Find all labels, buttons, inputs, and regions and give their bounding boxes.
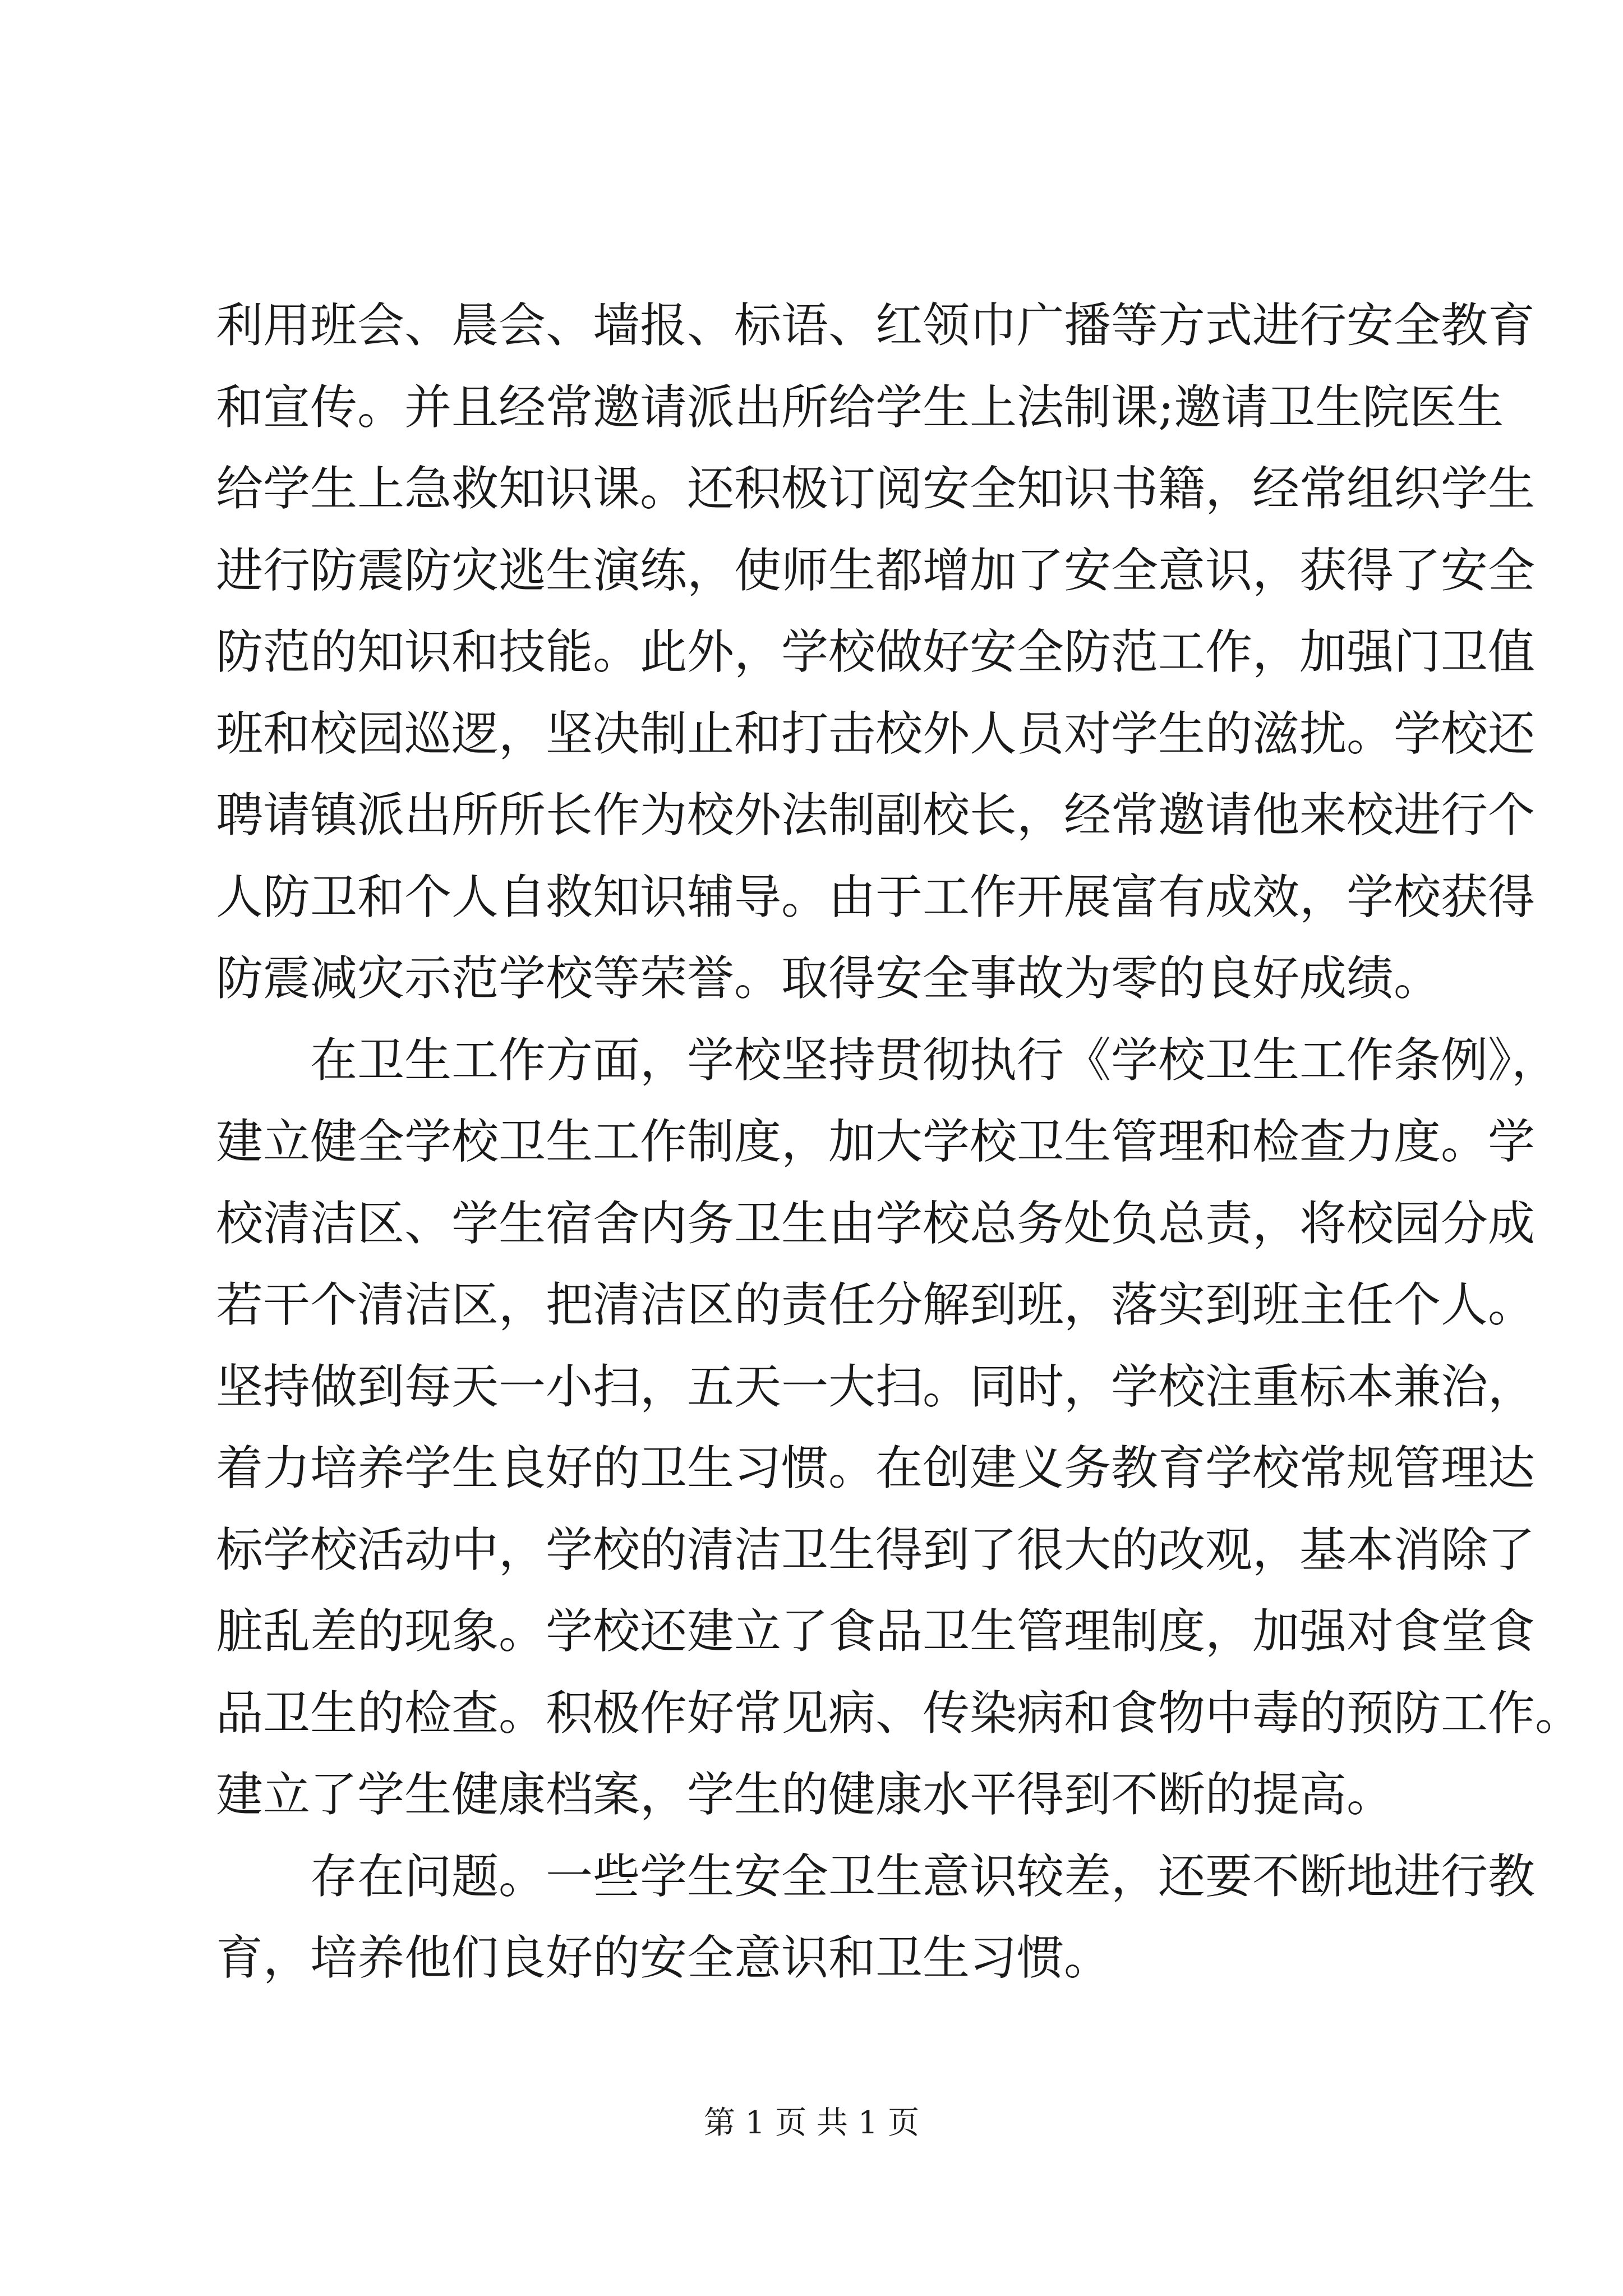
text-line: 利用班会、晨会、墙报、标语、红领巾广播等方式进行安全教育 (216, 298, 1536, 353)
text-line: 着力培养学生良好的卫生习惯。在创建义务教育学校常规管理达 (216, 1441, 1536, 1496)
paragraph (216, 285, 1536, 1020)
text-line: 品卫生的检查。积极作好常见病、传染病和食物中毒的预防工作。 (216, 1685, 1583, 1741)
text-line: 人防卫和个人自救知识辅导。由于工作开展富有成效，学校获得 (216, 869, 1536, 924)
text-line: 给学生上急救知识课。还积极订阅安全知识书籍，经常组织学生 (216, 461, 1536, 516)
text-line: 校清洁区、学生宿舍内务卫生由学校总务处负总责，将校园分成 (216, 1195, 1536, 1251)
text-line: 进行防震防灾逃生演练，使师生都增加了安全意识，获得了安全 (216, 542, 1536, 598)
paragraph (216, 1020, 1583, 1836)
text-line: 在卫生工作方面，学校坚持贯彻执行《学校卫生工作条例》， (310, 1032, 1559, 1088)
text-line: 若干个清洁区，把清洁区的责任分解到班，落实到班主任个人。 (216, 1277, 1536, 1332)
text-line: 建立健全学校卫生工作制度，加大学校卫生管理和检查力度。学 (216, 1114, 1536, 1169)
text-line: 聘请镇派出所所长作为校外法制副校长，经常邀请他来校进行个 (216, 788, 1536, 843)
text-line: 防范的知识和技能。此外，学校做好安全防范工作，加强门卫值 (216, 624, 1536, 679)
paragraph (216, 1836, 1536, 1999)
document-body (216, 285, 1583, 1999)
text-line: 建立了学生健康档案，学生的健康水平得到不断的提高。 (216, 1767, 1394, 1822)
text-line: 存在问题。一些学生安全卫生意识较差，还要不断地进行教 (310, 1848, 1536, 1904)
text-line: 标学校活动中，学校的清洁卫生得到了很大的改观，基本消除了 (216, 1522, 1536, 1577)
text-line: 防震减灾示范学校等荣誉。取得安全事故为零的良好成绩。 (216, 951, 1441, 1006)
text-line: 班和校园巡逻，坚决制止和打击校外人员对学生的滋扰。学校还 (216, 706, 1536, 761)
text-line: 和宣传。并且经常邀请派出所给学生上法制课;邀请卫生院医生 (216, 379, 1504, 435)
text-line: 育，培养他们良好的安全意识和卫生习惯。 (216, 1930, 1112, 1985)
text-line: 坚持做到每天一小扫，五天一大扫。同时，学校注重标本兼治， (216, 1359, 1536, 1414)
page-footer: 第 1 页 共 1 页 (703, 2105, 920, 2141)
text-line: 脏乱差的现象。学校还建立了食品卫生管理制度，加强对食堂食 (216, 1604, 1536, 1659)
